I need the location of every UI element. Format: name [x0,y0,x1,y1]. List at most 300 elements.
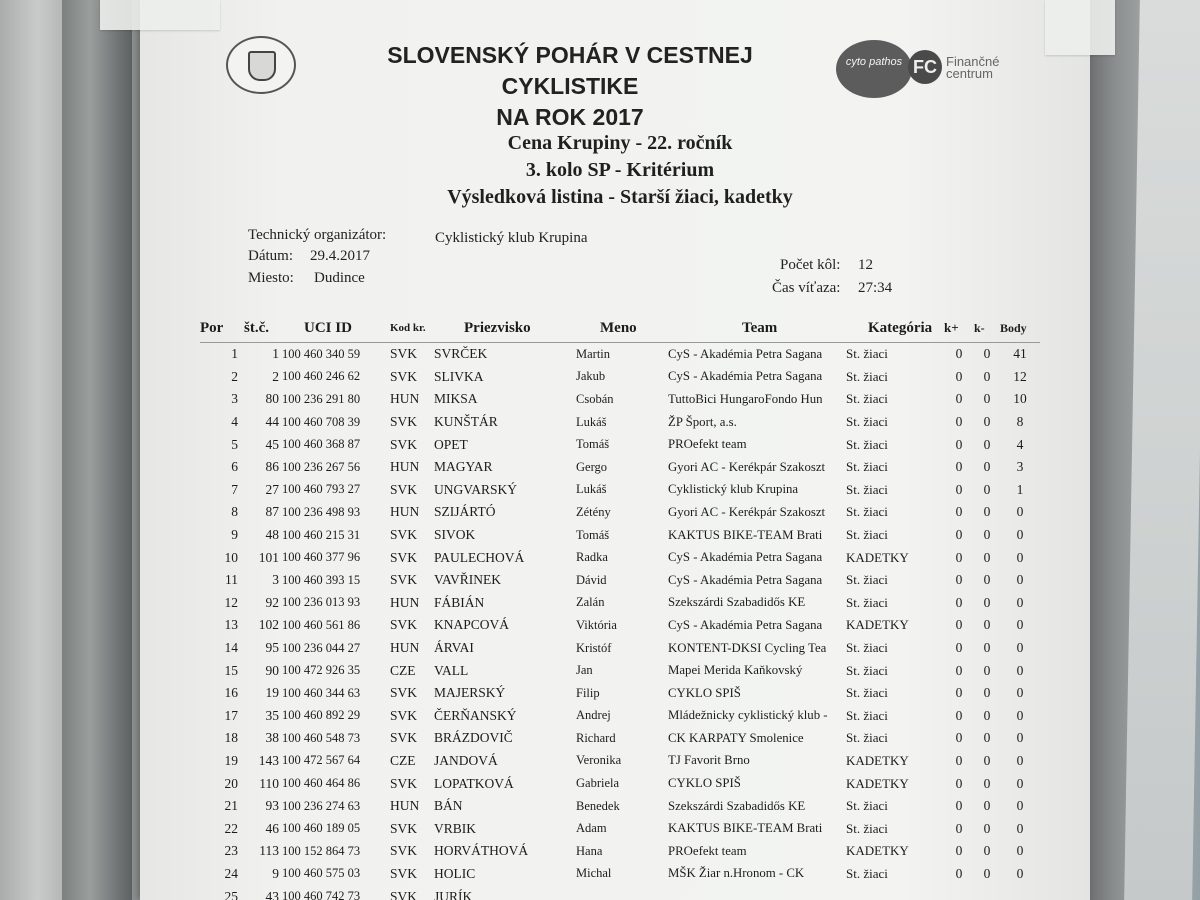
cell-kminus: 0 [983,662,991,678]
cell-priezvisko: KNAPCOVÁ [434,617,510,633]
laps-label: Počet kôl: [780,257,841,273]
sponsor-logo-financne-centrum [946,56,1056,80]
cell-kminus: 0 [983,843,991,859]
cell-kategoria: St. žiaci [846,391,888,407]
cell-st: 80 [265,391,279,407]
cell-kod: SVK [390,549,418,565]
cell-kminus: 0 [983,391,991,407]
cell-meno: Viktória [576,617,617,632]
table-row [200,817,1040,840]
cell-kminus: 0 [983,707,991,723]
event-heading [420,130,820,211]
cell-kod: SVK [390,527,418,543]
cell-uci: 100 236 498 93 [282,504,361,519]
cell-uci: 100 236 013 93 [282,595,361,610]
col-header-priezvisko: Priezvisko [434,314,576,343]
cell-team: Szekszárdi Szabadidős KE [668,798,806,813]
place-label: Miesto: [248,270,294,286]
cell-por: 15 [224,662,238,678]
cell-team: TJ Favorit Brno [668,753,750,768]
cell-kminus: 0 [983,865,991,881]
cell-st: 102 [258,617,279,633]
cell-body: 0 [1016,865,1024,881]
cell-st: 86 [265,459,279,475]
cell-st: 43 [265,888,279,900]
col-header-team: Team [668,314,846,343]
table-row [200,795,1040,818]
cell-por: 18 [224,730,238,746]
cell-por: 10 [224,549,238,565]
cell-uci: 100 460 368 87 [282,437,361,452]
cell-kategoria: KADETKY [846,775,909,791]
cell-uci: 100 460 215 31 [282,527,361,542]
cell-kplus: 0 [955,504,963,520]
cell-uci: 100 236 267 56 [282,459,361,474]
cell-por: 6 [231,459,238,475]
table-row [200,885,1040,900]
cell-kod: SVK [390,888,418,900]
cell-por: 11 [225,572,238,588]
cell-meno: Veronika [576,753,622,768]
cell-team: CyS - Akadémia Petra Sagana [668,617,823,632]
cell-por: 1 [231,346,238,362]
cell-kplus: 0 [955,685,963,701]
cell-st: 2 [272,368,279,384]
cell-por: 8 [231,504,238,520]
cell-priezvisko: HORVÁTHOVÁ [434,843,529,859]
cell-body: 41 [1013,346,1027,362]
cell-team: CyS - Akadémia Petra Sagana [668,369,823,384]
cell-por: 3 [231,391,238,407]
cell-team: TuttoBici HungaroFondo Hun [668,391,823,406]
cell-uci: 100 236 291 80 [282,391,361,406]
cell-meno: Zétény [576,504,611,519]
sponsor-logo-text-1: Finančné [946,54,1000,69]
cell-por: 17 [224,707,238,723]
cell-uci: 100 460 246 62 [282,369,361,384]
cell-por: 5 [231,436,238,452]
cell-body: 0 [1016,752,1024,768]
cell-meno: Jakub [576,369,606,384]
place-value: Dudince [314,270,365,286]
cell-team: CYKLO SPIŠ [668,685,741,700]
cell-uci: 100 460 742 73 [282,889,361,900]
cell-body: 0 [1016,820,1024,836]
cell-kminus: 0 [983,346,991,362]
cell-priezvisko: KUNŠTÁR [434,414,498,430]
cell-priezvisko: JANDOVÁ [434,752,498,768]
col-header-meno: Meno [576,314,668,343]
cell-kminus: 0 [983,730,991,746]
winner-time-value: 27:34 [858,280,893,296]
cell-kod: SVK [390,481,418,497]
col-header-st: št.č. [244,314,282,343]
seal-emblem-icon [248,51,276,81]
cell-meno: Tomáš [576,527,610,542]
table-row [200,863,1040,886]
cell-team: KAKTUS BIKE-TEAM Brati [668,527,823,542]
cell-body: 0 [1016,617,1024,633]
cell-body: 0 [1016,662,1024,678]
cell-st: 44 [265,414,279,430]
sponsor-logo-cytopathos: cyto pathos [836,40,912,98]
cell-por: 13 [224,617,238,633]
cell-uci: 100 460 561 86 [282,617,361,632]
cell-por: 23 [224,843,238,859]
cell-body: 0 [1016,730,1024,746]
cell-kminus: 0 [983,481,991,497]
cell-kplus: 0 [955,459,963,475]
cell-st: 45 [265,436,279,452]
col-header-por: Por [200,314,244,343]
cell-meno: Filip [576,685,600,700]
table-row [200,727,1040,750]
cell-kategoria: KADETKY [846,843,909,859]
cell-team: Mapei Merida Kaňkovský [668,663,803,678]
cell-uci: 100 460 377 96 [282,550,361,565]
cell-st: 27 [265,481,279,497]
cell-por: 22 [224,820,238,836]
cell-team: MŠK Žiar n.Hronom - CK [668,866,805,881]
cell-por: 21 [224,798,238,814]
cell-kategoria: KADETKY [846,617,909,633]
title-line-2: NA ROK 2017 [496,104,644,130]
table-header-row [200,314,1040,343]
cell-body: 0 [1016,775,1024,791]
cell-por: 19 [224,752,238,768]
cell-priezvisko: ČERŇANSKÝ [434,707,517,723]
event-name: Cena Krupiny - 22. ročník [507,132,733,154]
cell-priezvisko: PAULECHOVÁ [434,549,525,565]
table-row [200,659,1040,682]
cell-por: 20 [224,775,238,791]
col-header-kategoria: Kategória [846,314,944,343]
cell-uci: 100 460 575 03 [282,866,361,881]
cell-st: 1 [272,346,279,362]
cell-kod: SVK [390,368,418,384]
cell-meno: Dávid [576,572,607,587]
cell-kod: SVK [390,572,418,588]
cell-kategoria: St. žiaci [846,481,888,497]
cell-kplus: 0 [955,707,963,723]
cell-kategoria: St. žiaci [846,572,888,588]
cell-kminus: 0 [983,459,991,475]
cell-meno: Martin [576,346,611,361]
cell-kminus: 0 [983,414,991,430]
cell-kod: CZE [390,752,416,768]
cell-team: CyS - Akadémia Petra Sagana [668,550,823,565]
cell-kplus: 0 [955,775,963,791]
table-row [200,343,1040,366]
cell-team: Gyori AC - Kerékpár Szakoszt [668,459,826,474]
cell-por: 9 [231,527,238,543]
cell-priezvisko: SZIJÁRTÓ [434,504,496,520]
cell-body [1000,885,1040,900]
cell-priezvisko: SLIVKA [434,368,484,384]
col-header-kminus: k- [974,314,1000,343]
cell-body: 10 [1013,391,1027,407]
cell-por: 25 [224,888,238,900]
results-table [200,314,1040,900]
cell-kminus: 0 [983,527,991,543]
cell-meno: Benedek [576,798,620,813]
cell-kplus: 0 [955,594,963,610]
cell-team [668,885,846,900]
organizer-label: Technický organizátor: [248,227,387,243]
cell-kod: SVK [390,617,418,633]
cell-uci: 100 460 464 86 [282,776,361,791]
cell-meno: Michal [576,866,612,881]
cell-uci: 100 472 926 35 [282,663,361,678]
cell-kminus: 0 [983,798,991,814]
cell-st: 48 [265,527,279,543]
cell-priezvisko: HOLIC [434,865,476,881]
event-category: Výsledková listina - Starší žiaci, kadetky [447,186,793,208]
cell-por: 4 [231,414,238,430]
cell-st: 35 [265,707,279,723]
table-row [200,479,1040,502]
table-row [200,501,1040,524]
cell-kplus [944,885,974,900]
cell-st: 38 [265,730,279,746]
cell-kminus: 0 [983,617,991,633]
cell-kategoria: St. žiaci [846,346,888,362]
cell-meno: Gergo [576,459,608,474]
cell-kminus: 0 [983,775,991,791]
cell-st: 93 [265,798,279,814]
cell-body: 0 [1016,798,1024,814]
cell-priezvisko: BÁN [434,798,463,814]
table-row [200,592,1040,615]
cell-por: 24 [224,865,238,881]
cell-priezvisko: LOPATKOVÁ [434,775,514,791]
table-row [200,750,1040,773]
cell-st: 46 [265,820,279,836]
cell-kod: SVK [390,707,418,723]
cell-kategoria: St. žiaci [846,504,888,520]
cell-meno: Jan [576,663,593,678]
cell-kplus: 0 [955,617,963,633]
cell-st: 87 [265,504,279,520]
cell-kategoria: St. žiaci [846,459,888,475]
title-line-1: SLOVENSKÝ POHÁR V CESTNEJ CYKLISTIKE [387,42,753,99]
table-row [200,637,1040,660]
cell-kategoria: KADETKY [846,752,909,768]
cell-priezvisko: JURÍK [434,888,473,900]
cell-kplus: 0 [955,572,963,588]
cell-body: 0 [1016,504,1024,520]
cell-kategoria: St. žiaci [846,865,888,881]
cell-kod: SVK [390,820,418,836]
cell-kategoria: St. žiaci [846,594,888,610]
cell-kplus: 0 [955,368,963,384]
cell-meno: Kristóf [576,640,612,655]
cell-priezvisko: VALL [434,662,469,678]
cell-kategoria: St. žiaci [846,640,888,656]
cell-kplus: 0 [955,527,963,543]
cell-team: PROefekt team [668,843,747,858]
cell-body: 3 [1016,459,1024,475]
cell-team: CyS - Akadémia Petra Sagana [668,572,823,587]
cell-kminus: 0 [983,436,991,452]
cell-kod: SVK [390,843,418,859]
cell-kplus: 0 [955,346,963,362]
cell-kminus: 0 [983,640,991,656]
cell-uci: 100 460 892 29 [282,708,361,723]
winner-time-label: Čas víťaza: [772,280,841,296]
table-row [200,433,1040,456]
cell-kminus: 0 [983,594,991,610]
cell-meno: Richard [576,730,616,745]
cell-st: 110 [259,775,279,791]
table-row [200,840,1040,863]
cell-kod: SVK [390,865,418,881]
cell-kod: HUN [390,459,420,475]
cell-kod: HUN [390,594,420,610]
cell-kminus: 0 [983,752,991,768]
sponsor-logo-text-2: centrum [946,66,993,81]
cell-kplus: 0 [955,865,963,881]
table-row [200,524,1040,547]
cell-kminus: 0 [983,572,991,588]
cell-st: 9 [272,865,279,881]
cell-priezvisko: ÁRVAI [434,640,474,656]
table-row [200,411,1040,434]
cell-team: Mládežnicky cyklistický klub - [668,708,828,723]
cell-st: 143 [258,752,279,768]
cell-kategoria: St. žiaci [846,368,888,384]
cell-team: KAKTUS BIKE-TEAM Brati [668,821,823,836]
cell-kminus: 0 [983,549,991,565]
cell-priezvisko: SIVOK [434,527,476,543]
cell-body: 0 [1016,640,1024,656]
cell-por: 14 [224,640,238,656]
cell-por: 16 [224,685,238,701]
cell-kminus: 0 [983,368,991,384]
cell-meno: Gabriela [576,776,620,791]
results-sheet [140,0,1090,900]
table-row [200,569,1040,592]
window-frame-left [62,0,132,900]
cell-kod: HUN [390,504,420,520]
cell-kategoria: St. žiaci [846,414,888,430]
date-value: 29.4.2017 [310,248,370,264]
cell-body: 0 [1016,843,1024,859]
cell-kategoria: St. žiaci [846,707,888,723]
cell-por: 12 [224,594,238,610]
cell-st: 95 [265,640,279,656]
cell-kategoria: St. žiaci [846,730,888,746]
cell-body: 0 [1016,549,1024,565]
cell-body: 0 [1016,527,1024,543]
cell-meno: Radka [576,550,608,565]
cell-kod: SVK [390,436,418,452]
cell-meno: Lukáš [576,414,607,429]
cell-kategoria: St. žiaci [846,798,888,814]
table-row [200,614,1040,637]
cell-priezvisko: MAJERSKÝ [434,685,506,701]
cell-team: Szekszárdi Szabadidős KE [668,595,806,610]
cell-kplus: 0 [955,752,963,768]
cell-body: 4 [1016,436,1024,452]
cell-body: 0 [1016,594,1024,610]
cell-kplus: 0 [955,436,963,452]
cell-kminus: 0 [983,504,991,520]
cell-priezvisko: MAGYAR [434,459,493,475]
cell-priezvisko: BRÁZDOVIČ [434,730,513,746]
table-row [200,546,1040,569]
cell-kplus: 0 [955,662,963,678]
cell-por: 7 [231,481,238,497]
date-label: Dátum: [248,248,293,264]
cell-body: 0 [1016,685,1024,701]
sponsor-logo-fc: FC [908,50,942,84]
cell-kplus: 0 [955,391,963,407]
cell-priezvisko: FÁBIÁN [434,594,485,610]
cell-uci: 100 460 340 59 [282,346,361,361]
cell-kplus: 0 [955,843,963,859]
cell-kod: SVK [390,730,418,746]
cell-kod: SVK [390,346,418,362]
table-row [200,388,1040,411]
col-header-body: Body [1000,314,1040,343]
cell-meno [576,885,668,900]
cell-body: 0 [1016,707,1024,723]
cell-team: Gyori AC - Kerékpár Szakoszt [668,504,826,519]
cell-uci: 100 236 274 63 [282,798,361,813]
cell-uci: 100 472 567 64 [282,753,361,768]
event-round: 3. kolo SP - Kritérium [525,159,715,181]
cell-uci: 100 460 189 05 [282,821,361,836]
cell-kategoria [846,885,944,900]
cell-kategoria: St. žiaci [846,527,888,543]
tape-top-left [100,0,220,30]
cell-team: CYKLO SPIŠ [668,776,741,791]
cell-kplus: 0 [955,481,963,497]
table-row [200,705,1040,728]
cell-st: 113 [259,843,279,859]
cell-priezvisko: VAVŘINEK [434,572,502,588]
cell-st: 19 [265,685,279,701]
cell-meno: Zalán [576,595,605,610]
cell-kod: HUN [390,391,420,407]
cell-priezvisko: VRBIK [434,820,477,836]
cell-por: 2 [231,368,238,384]
cell-kplus: 0 [955,820,963,836]
cell-meno: Hana [576,843,603,858]
cell-uci: 100 460 793 27 [282,482,361,497]
cell-kod: SVK [390,414,418,430]
cell-priezvisko: SVRČEK [434,346,488,362]
table-row [200,682,1040,705]
laps-value: 12 [858,257,873,273]
cell-kod: HUN [390,640,420,656]
cell-kod: CZE [390,662,416,678]
cell-st: 92 [265,594,279,610]
cell-team: CK KARPATY Smolenice [668,730,804,745]
cell-st: 90 [265,662,279,678]
col-header-kplus: k+ [944,314,974,343]
cell-kminus [974,885,1000,900]
cell-uci: 100 460 344 63 [282,685,361,700]
cell-uci: 100 460 708 39 [282,414,361,429]
table-row [200,772,1040,795]
cell-kategoria: St. žiaci [846,820,888,836]
cell-kod: HUN [390,798,420,814]
cell-body: 8 [1016,414,1024,430]
cell-st: 3 [272,572,279,588]
cell-kplus: 0 [955,798,963,814]
